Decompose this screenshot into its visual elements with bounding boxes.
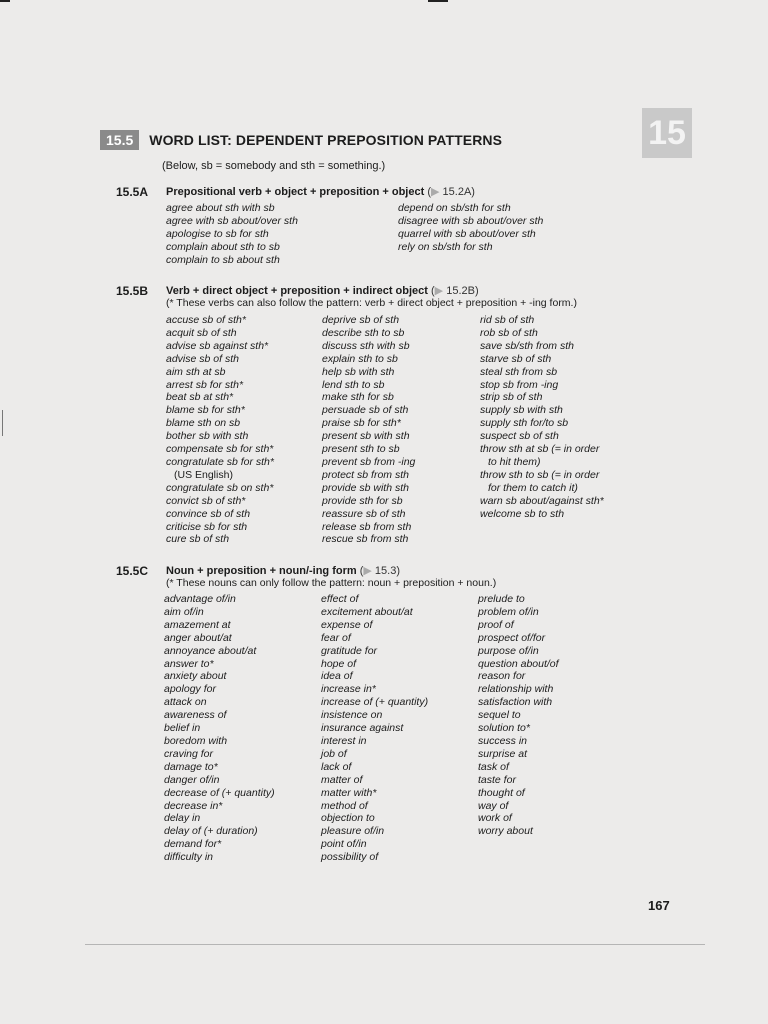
list-item: blame sth on sb [166,417,241,430]
list-item: prelude to [478,593,525,605]
list-item: idea of [321,670,353,683]
list-item: increase of (+ quantity) [321,696,429,709]
page-header [100,130,502,150]
list-item: question about/of [478,657,559,670]
list-item: acquit sb of sth [166,326,237,339]
list-item: success in [478,734,528,747]
page-number: 167 [648,898,670,913]
list-item: job of [321,747,347,760]
list-item: discuss sth with sb [322,339,410,352]
list-item: convince sb of sth [166,507,251,520]
list-item: apologise to sb for sth [166,227,269,240]
list-item: describe sth to sb [322,326,405,339]
scan-mark-left-edge [2,410,3,436]
list-item: present sb with sth [322,430,410,443]
arrow-icon: ▶ [434,285,444,297]
list-item: amazement at [164,618,231,631]
list-item: matter with* [321,786,377,799]
list-item: supply sb with sth [480,404,563,417]
word-column-3 [480,314,604,521]
list-item: attack on [164,696,207,709]
list-item: advise sb of sth [166,352,239,365]
arrow-icon: ▶ [363,565,372,577]
list-item: lack of [321,760,352,773]
list-item: reason for [478,670,526,683]
list-item: for them to catch it) [488,481,578,494]
list-item: annoyance about/at [164,644,257,657]
section-heading-text: Verb + direct object + preposition + indirect object [166,285,428,297]
list-item: insistence on [321,709,383,722]
list-item: persuade sb of sth [322,404,409,417]
section-number: 15.5C [116,564,149,578]
word-column-2 [322,314,415,546]
list-item: pleasure of/in [321,825,385,838]
word-column-1 [164,593,275,864]
list-item: rid sb of sth [480,314,535,326]
list-item: make sth for sb [322,391,394,404]
list-item: cure sb of sth [166,533,230,546]
list-item: deprive sb of sth [322,314,400,326]
section-heading [166,185,475,198]
list-item: gratitude for [321,644,378,657]
cross-reference: (▶ 15.3) [359,565,401,577]
list-item: possibility of [321,851,379,864]
word-column-2 [398,202,543,254]
list-item: explain sth to sb [322,352,398,365]
list-item: advise sb against sth* [166,339,269,352]
chapter-tab: 15 [642,108,692,158]
cross-reference: (▶ 15.2B) [431,285,479,297]
section-number: 15.5B [116,284,149,298]
bottom-rule [85,944,705,945]
list-item: purpose of/in [478,644,539,657]
list-item: sequel to [478,709,521,722]
list-item: lend sth to sb [322,378,385,391]
list-item: (US English) [174,468,233,481]
section-15-5C [116,564,686,874]
list-item: satisfaction with [478,696,553,709]
list-item: solution to* [478,722,530,735]
list-item: matter of [321,773,363,786]
list-item: delay of (+ duration) [164,825,258,838]
list-item: bother sb with sth [166,430,249,443]
list-item: delay in [164,812,201,825]
list-item: fear of [321,631,351,644]
list-item: convict sb of sth* [166,494,246,507]
section-note: (* These nouns can only follow the pattern: noun + preposition + noun.) [166,577,497,589]
list-item: advantage of/in [164,593,236,605]
list-item: difficulty in [164,851,214,864]
list-item: problem of/in [478,605,539,618]
list-item: disagree with sb about/over sth [398,214,544,227]
list-item: provide sth for sb [322,494,403,507]
list-item: to hit them) [488,455,541,468]
section-15-5A [116,185,686,275]
list-item: throw sth at sb (= in order [480,443,600,456]
list-item: supply sth for/to sb [480,417,569,430]
list-item: belief in [164,722,201,735]
list-item: accuse sb of sth* [166,314,246,326]
list-item: release sb from sth [322,520,412,533]
section-15-5B [116,284,686,546]
list-item: damage to* [164,760,218,773]
list-item: starve sb of sth [480,352,552,365]
list-item: present sth to sb [322,443,400,456]
list-item: quarrel with sb about/over sth [398,227,536,240]
word-column-1 [166,202,298,267]
list-item: aim sth at sb [166,365,226,378]
section-heading-text: Prepositional verb + object + preposition + object [166,186,425,198]
list-item: effect of [321,593,359,605]
list-item: task of [478,760,509,773]
list-item: surprise at [478,747,528,760]
section-heading [166,284,479,297]
section-badge: 15.5 [100,130,139,150]
list-item: suspect sb of sth [480,430,559,443]
list-item: beat sb at sth* [166,391,234,404]
list-item: point of/in [321,838,367,851]
list-item: work of [478,812,512,825]
section-heading [166,564,400,577]
list-item: welcome sb to sth [480,507,565,520]
list-item: method of [321,799,368,812]
list-item: complain to sb about sth [166,253,280,266]
list-item: help sb with sth [322,365,395,378]
list-item: interest in [321,734,367,747]
list-item: insurance against [321,722,404,735]
word-column-2 [321,593,428,864]
list-item: steal sth from sb [480,365,558,378]
list-item: danger of/in [164,773,220,786]
list-item: worry about [478,825,533,838]
list-item: boredom with [164,734,228,747]
list-item: aim of/in [164,605,204,618]
scan-mark-top-right [428,0,448,2]
cross-reference: (▶ 15.2A) [427,186,475,198]
list-item: increase in* [321,683,376,696]
list-item: hope of [321,657,357,670]
list-item: decrease of (+ quantity) [164,786,275,799]
list-item: thought of [478,786,525,799]
list-item: decrease in* [164,799,223,812]
list-item: apology for [164,683,216,696]
list-item: rob sb of sth [480,326,538,339]
cross-reference-text: 15.2A [442,186,472,198]
list-item: throw sth to sb (= in order [480,468,600,481]
list-item: relationship with [478,683,554,696]
list-item: congratulate sb on sth* [166,481,274,494]
list-item: save sb/sth from sth [480,339,574,352]
list-item: praise sb for sth* [322,417,401,430]
scan-mark-top-left [0,0,10,2]
page-title: WORD LIST: DEPENDENT PREPOSITION PATTERNS [149,132,503,148]
list-item: protect sb from sth [322,468,409,481]
list-item: criticise sb for sth [166,520,248,533]
list-item: arrest sb for sth* [166,378,244,391]
list-item: agree with sb about/over sth [166,214,298,227]
list-item: strip sb of sth [480,391,543,404]
list-item: objection to [321,812,375,825]
word-column-3 [478,593,559,838]
arrow-icon: ▶ [431,186,440,198]
list-item: answer to* [164,657,214,670]
list-item: stop sb from -ing [480,378,559,391]
list-item: rely on sb/sth for sth [398,240,493,253]
cross-reference-text: 15.3 [374,565,397,577]
list-item: anxiety about [164,670,227,683]
list-item: craving for [164,747,214,760]
section-number: 15.5A [116,185,149,199]
list-item: compensate sb for sth* [166,443,274,456]
list-item: prevent sb from -ing [322,455,416,468]
list-item: proof of [478,618,514,631]
list-item: demand for* [164,838,222,851]
list-item: taste for [478,773,516,786]
list-item: excitement about/at [321,605,413,618]
list-item: complain about sth to sb [166,240,280,253]
list-item: awareness of [164,709,227,722]
section-note: (* These verbs can also follow the pattern: verb + direct object + preposition + -ing form.) [166,297,577,309]
list-item: reassure sb of sth [322,507,406,520]
list-item: warn sb about/against sth* [480,494,604,507]
list-item: rescue sb from sth [322,533,409,546]
intro-note: (Below, sb = somebody and sth = something.) [162,160,386,172]
cross-reference-text: 15.2B [446,285,475,297]
list-item: anger about/at [164,631,232,644]
list-item: prospect of/for [478,631,546,644]
section-heading-text: Noun + preposition + noun/-ing form [166,565,357,577]
list-item: depend on sb/sth for sth [398,202,511,214]
word-column-1 [166,314,274,546]
list-item: agree about sth with sb [166,202,275,214]
list-item: way of [478,799,509,812]
list-item: provide sb with sth [322,481,409,494]
list-item: expense of [321,618,373,631]
list-item: blame sb for sth* [166,404,245,417]
list-item: congratulate sb for sth* [166,455,274,468]
